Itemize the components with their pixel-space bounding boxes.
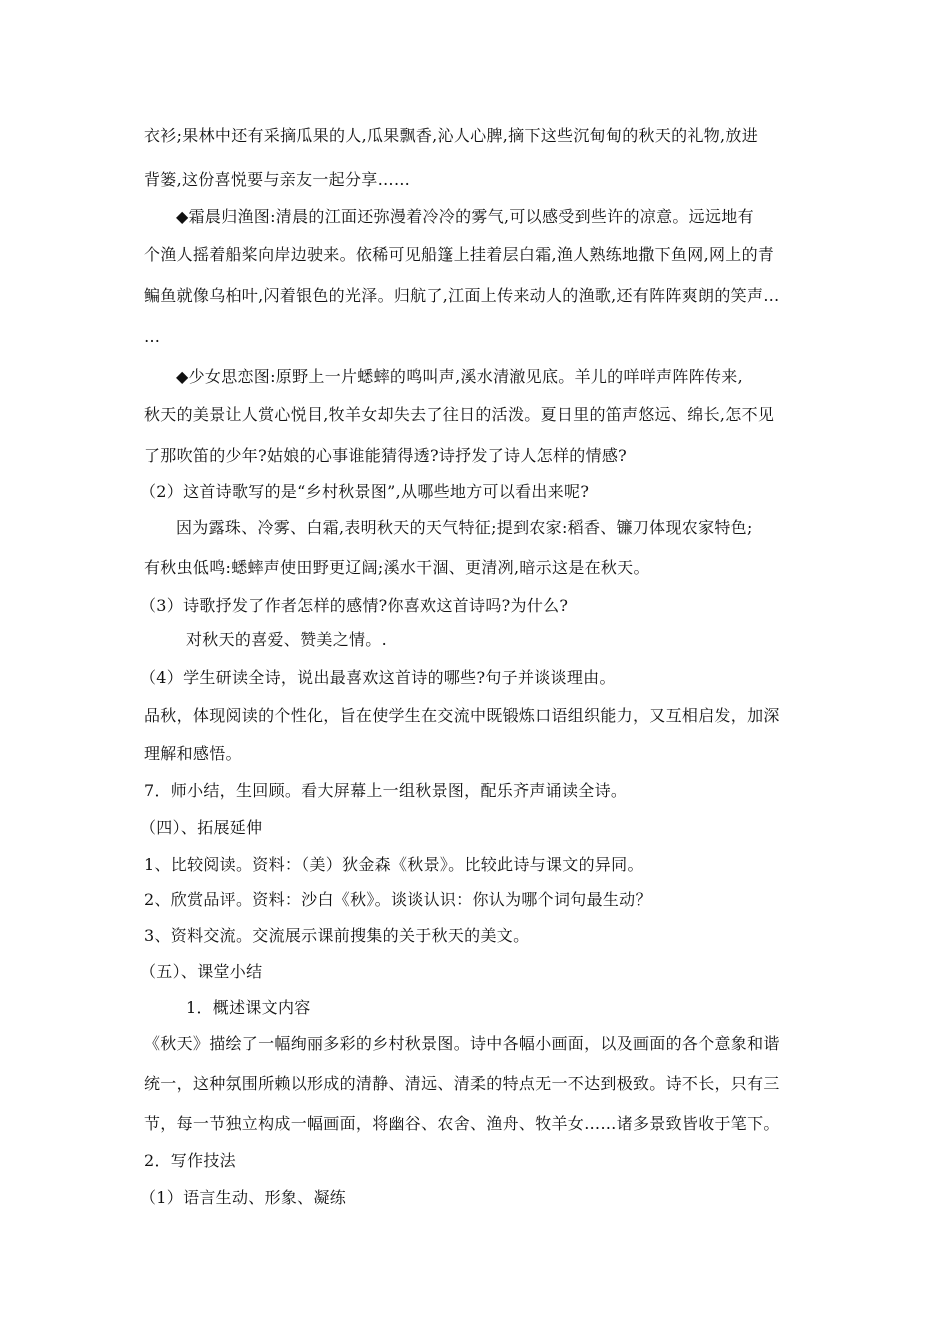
text-line: （四）、拓展延伸 [140,818,263,837]
text-line: 2．写作技法 [144,1151,236,1170]
text-line: ◆少女思恋图:原野上一片蟋蟀的鸣叫声,溪水清澈见底。羊儿的咩咩声阵阵传来, [176,367,743,386]
text-line: （3）诗歌抒发了作者怎样的感情?你喜欢这首诗吗?为什么? [140,596,569,615]
text-line: （五）、课堂小结 [140,962,263,981]
text-line: 背篓,这份喜悦要与亲友一起分享…… [144,170,411,189]
text-line: 鳊鱼就像乌桕叶,闪着银色的光泽。归航了,江面上传来动人的渔歌,还有阵阵爽朗的笑声… [144,286,780,305]
text-line: 了那吹笛的少年?姑娘的心事谁能猜得透?诗抒发了诗人怎样的情感? [144,446,628,465]
text-line: 2、欣赏品评。资料：沙白《秋》。谈谈认识：你认为哪个词句最生动？ [144,890,652,909]
text-line: 1、比较阅读。资料：（美）狄金森《秋景》。比较此诗与课文的异同。 [144,855,644,874]
text-line: 《秋天》描绘了一幅绚丽多彩的乡村秋景图。诗中各幅小画面，以及画面的各个意象和谐 [144,1034,780,1053]
text-line: 7．师小结，生回顾。看大屏幕上一组秋景图，配乐齐声诵读全诗。 [144,781,628,800]
text-line: （1）语言生动、形象、凝练 [140,1188,347,1207]
text-line: 有秋虫低鸣:蟋蟀声使田野更辽阔;溪水干涸、更清冽,暗示这是在秋天。 [144,558,650,577]
text-line: （4）学生研读全诗，说出最喜欢这首诗的哪些?句子并谈谈理由。 [140,668,616,687]
text-line: 理解和感悟。 [144,744,242,763]
text-line: （2）这首诗歌写的是“乡村秋景图”,从哪些地方可以看出来呢? [140,482,590,501]
text-line: 对秋天的喜爱、赞美之情。. [186,630,387,649]
text-line: 品秋，体现阅读的个性化，旨在使学生在交流中既锻炼口语组织能力，又互相启发，加深 [144,706,780,725]
text-line: 个渔人摇着船桨向岸边驶来。依稀可见船篷上挂着层白霜,渔人熟练地撒下鱼网,网上的青 [144,245,775,264]
text-line: 因为露珠、冷雾、白霜,表明秋天的天气特征;提到农家:稻香、镰刀体现农家特色; [176,518,753,537]
text-line: 节，每一节独立构成一幅画面，将幽谷、农舍、渔舟、牧羊女……诸多景致皆收于笔下。 [144,1114,780,1133]
text-line: 3、资料交流。交流展示课前搜集的关于秋天的美文。 [144,926,530,945]
text-line: … [144,327,161,346]
text-line: 统一，这种氛围所赖以形成的清静、清远、清柔的特点无一不达到极致。诗不长，只有三 [144,1074,780,1093]
text-line: 衣衫;果林中还有采摘瓜果的人,瓜果飘香,沁人心脾,摘下这些沉甸甸的秋天的礼物,放进 [144,126,759,145]
text-line: 1．概述课文内容 [186,998,311,1017]
text-line: 秋天的美景让人赏心悦目,牧羊女却失去了往日的活泼。夏日里的笛声悠远、绵长,怎不见 [144,405,775,424]
text-line: ◆霜晨归渔图:清晨的江面还弥漫着冷冷的雾气,可以感受到些许的凉意。远远地有 [176,207,754,226]
